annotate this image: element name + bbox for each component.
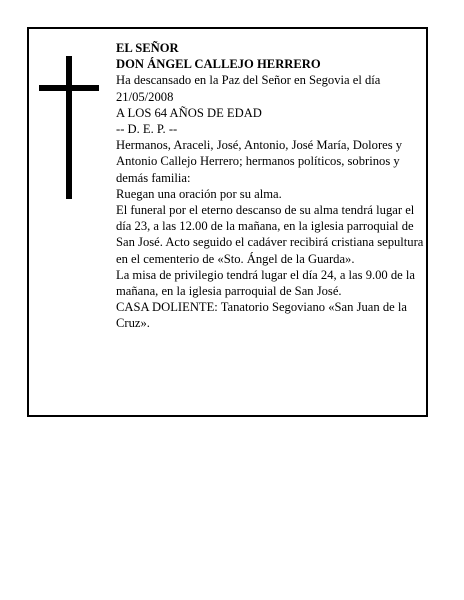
family-list: Hermanos, Araceli, José, Antonio, José María, Dolores y Antonio Callejo Herrero; hermanos políticos, sobrinos y demás familia: — [116, 138, 403, 185]
notice-text — [116, 40, 426, 332]
cross-horizontal-bar — [39, 85, 99, 91]
cross-vertical-bar — [66, 56, 72, 199]
heading-title: EL SEÑOR — [116, 41, 179, 55]
prayer-request: Ruegan una oración por su alma. — [116, 186, 282, 201]
rip-line: -- D. E. P. -- — [116, 122, 178, 137]
age-line: A LOS 64 AÑOS DE EDAD — [116, 105, 262, 120]
mass-details: La misa de privilegio tendrá lugar el día 24, a las 9.00 de la mañana, en la iglesia parroquial de San José. — [116, 267, 416, 299]
funeral-details: El funeral por el eterno descanso de su alma tendrá lugar el día 23, a las 12.00 de la mañana, en la iglesia parroquial de San José. Acto seguido el cadáver recibirá cristiana sepultura en el cementerio de «Sto. Ángel de la Guarda». — [116, 203, 424, 266]
mourning-house: CASA DOLIENTE: Tanatorio Segoviano «San Juan de la Cruz». — [116, 300, 407, 331]
death-info: Ha descansado en la Paz del Señor en Segovia el día 21/05/2008 — [116, 73, 381, 104]
obituary-notice — [27, 27, 428, 417]
deceased-name: DON ÁNGEL CALLEJO HERRERO — [116, 57, 321, 72]
cross-icon — [39, 56, 99, 199]
